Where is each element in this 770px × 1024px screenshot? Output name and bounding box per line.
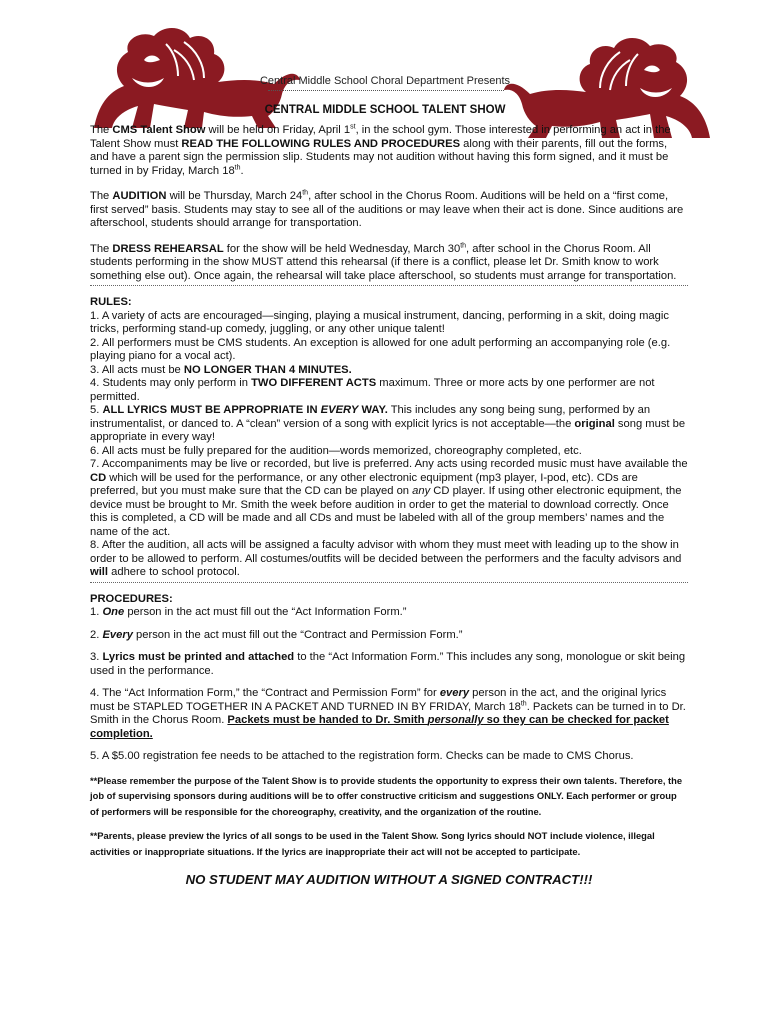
procedure-4 — [90, 687, 688, 741]
procedure-emphasis: One — [102, 606, 125, 618]
procedure-emphasis: personally — [427, 714, 484, 726]
procedures-heading: PROCEDURES: — [90, 592, 173, 605]
audition-label: AUDITION — [112, 190, 167, 202]
rule-text: 7. Accompaniments may be live or recorded, but live is preferred. Any acts using recorded music must have available the — [90, 458, 688, 470]
rule-7 — [90, 458, 688, 539]
procedure-2 — [90, 629, 688, 643]
rule-emphasis: NO LONGER THAN 4 MINUTES. — [183, 363, 352, 376]
procedure-text: 1. — [90, 606, 103, 618]
rule-1: 1. A variety of acts are encouraged—singing, playing a musical instrument, dancing, performing in a skit, doing magic tricks, performing stand-up comedy, juggling, or any other unique talent! — [90, 309, 669, 335]
rule-text: 4. Students may only perform in — [90, 377, 252, 389]
rule-emphasis: WAY. — [358, 404, 388, 416]
audition-text: will be Thursday, March 24 — [166, 190, 303, 202]
rule-text: 3. All acts must be — [90, 363, 184, 376]
rule-emphasis: will — [90, 566, 109, 578]
procedure-1 — [90, 606, 688, 620]
audition-paragraph — [90, 190, 688, 231]
rule-5 — [90, 404, 688, 445]
section-divider — [90, 285, 688, 286]
rule-emphasis: ALL LYRICS MUST BE APPROPRIATE IN — [102, 404, 321, 416]
procedure-emphasis: so they can be checked for packet completion. — [90, 714, 669, 740]
note-purpose: **Please remember the purpose of the Talent Show is to provide students the opportunity to express their own talents. Therefore, the job of supervising sponsors during auditions will be to offer constructive criticism and suggestions ONLY. Each performer or group of performers will be responsible for the choreography, creativity, and the organization of the routine. — [90, 774, 683, 817]
rehearsal-paragraph — [90, 243, 688, 284]
rehearsal-text: The — [90, 242, 113, 255]
procedure-emphasis: Lyrics must be printed and attached — [102, 651, 295, 663]
procedure-text: . Packets can be turned in to Dr. Smith in the Chorus Room. — [90, 700, 686, 726]
procedure-5: 5. A $5.00 registration fee needs to be attached to the registration form. Checks can be made to CMS Chorus. — [90, 750, 634, 762]
procedure-emphasis: Packets must be handed to Dr. Smith — [227, 714, 428, 726]
rule-2: 2. All performers must be CMS students. An exception is allowed for one adult performing an accompanying role (e.g. playing piano for a vocal act). — [90, 336, 671, 362]
rule-emphasis: EVERY — [320, 404, 359, 416]
intro-show-name: CMS Talent Show — [112, 124, 206, 136]
intro-text: The — [90, 124, 113, 136]
ordinal-suffix: th — [234, 163, 241, 171]
procedure-text: to the “Act Information Form.” This includes any song, monologue or skit being used in the performance. — [90, 651, 686, 677]
rule-3 — [90, 364, 688, 378]
rule-8 — [90, 539, 688, 580]
section-divider — [90, 582, 688, 583]
ordinal-suffix: th — [460, 241, 467, 249]
rule-text: 8. After the audition, all acts will be assigned a faculty advisor with whom they must meet with leading up to the show in order to be allowed to perform. All costumes/outfits will be decided between the performers and the faculty advisors and — [90, 539, 682, 565]
intro-text: , in the school gym. Those interested in performing an act in the Talent Show must — [90, 124, 671, 150]
rule-text: which will be used for the performance, or any other electronic equipment (mp3 player, I-pod, etc). CDs are preferred, but you must make sure that the CD can be played on — [90, 471, 638, 497]
procedure-text: 2. — [90, 628, 103, 641]
procedure-text: 4. The “Act Information Form,” the “Contract and Permission Form” for — [90, 687, 440, 699]
page-title: CENTRAL MIDDLE SCHOOL TALENT SHOW — [264, 104, 506, 116]
procedure-text: person in the act must fill out the “Act Information Form.” — [124, 606, 407, 618]
rule-text: This includes any song being sung, performed by an instrumentalist, or danced to. A “clean” version of a song with explicit lyrics is not acceptable—the — [90, 404, 651, 430]
rehearsal-text: , after school in the Chorus Room. All students performing in the show MUST attend this rehearsal (if there is a conflict, please let Dr. Smith know to work something else out). Once again, the rehearsal will take place afterschool, so students must arrange for transportation. — [90, 242, 677, 282]
audition-text: The — [90, 190, 113, 202]
note-parents: **Parents, please preview the lyrics of all songs to be used in the Talent Show. Song lyrics should NOT include violence, illegal activities or inappropriate situations. If the lyrics are inappropriate their act will not be accepted to participate. — [90, 830, 655, 857]
procedure-text: person in the act must fill out the “Contract and Permission Form.” — [132, 628, 463, 641]
rehearsal-label: DRESS REHEARSAL — [112, 242, 224, 255]
intro-paragraph — [90, 124, 688, 178]
rule-emphasis: original — [574, 417, 615, 430]
ordinal-suffix: st — [350, 123, 356, 131]
rule-4 — [90, 377, 688, 404]
ordinal-suffix: th — [302, 189, 309, 197]
rule-text: 5. — [90, 404, 103, 416]
procedure-text: person in the act, and the original lyrics must be STAPLED TOGETHER IN A PACKET AND TURNED IN BY FRIDAY, March 18 — [90, 687, 667, 713]
procedure-3 — [90, 651, 688, 678]
rule-text: maximum. Three or more acts by one performer are not permitted. — [90, 377, 655, 403]
contract-warning: NO STUDENT MAY AUDITION WITHOUT A SIGNED CONTRACT!!! — [185, 872, 593, 887]
presents-line: Central Middle School Choral Department Presents — [259, 75, 511, 87]
rule-emphasis: CD — [90, 471, 107, 484]
rule-text: adhere to school protocol. — [108, 566, 240, 578]
procedure-emphasis: every — [439, 687, 470, 699]
rule-text: song must be appropriate in every way! — [90, 417, 686, 443]
rule-emphasis: any — [412, 485, 431, 497]
procedure-emphasis: Every — [102, 628, 133, 641]
rules-heading: RULES: — [90, 296, 132, 308]
intro-text: along with their parents, fill out the forms, and have a parent sign the permission slip. Students may not audition without having this form signed, and it must be turned in by Friday, March 18 — [90, 137, 669, 177]
rule-emphasis: TWO DIFFERENT ACTS — [251, 377, 377, 389]
procedure-text: 3. — [90, 651, 103, 663]
intro-text: will be held on Friday, April 1 — [205, 124, 351, 136]
audition-text: , after school in the Chorus Room. Auditions will be held on a “first come, first served” basis. Students may stay to see all of the auditions or may leave when their act is done. Since auditions are afterschool, students should arrange for transportation. — [90, 190, 684, 229]
presents-divider — [268, 90, 504, 91]
rehearsal-text: for the show will be held Wednesday, March 30 — [223, 242, 461, 255]
intro-emphasis: READ THE FOLLOWING RULES AND PROCEDURES — [181, 137, 461, 150]
intro-text: . — [240, 164, 244, 177]
rule-text: CD player. If using other electronic equipment, the device must be brought to Mr. Smith the week before audition in order to get the material to download correctly. Once this is completed, a CD will be made and all CDs and must be labeled with all of the group members’ names and the name of the act. — [90, 485, 682, 538]
document-body — [90, 124, 688, 887]
ordinal-suffix: th — [520, 699, 527, 707]
rule-6: 6. All acts must be fully prepared for the audition—words memorized, choreography completed, etc. — [90, 444, 582, 457]
